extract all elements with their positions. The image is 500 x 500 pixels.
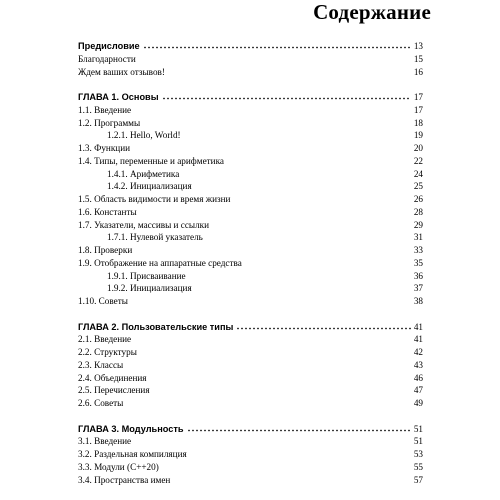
toc-page-number: 25: [413, 181, 423, 192]
toc-page-number: 55: [413, 461, 423, 472]
toc-entry-title: 1.6. Константы: [78, 206, 137, 217]
toc-page-number: 26: [413, 194, 423, 204]
toc-subsection-entry[interactable]: [78, 168, 423, 181]
toc-section-entry[interactable]: [78, 117, 423, 130]
toc-page-number: 19: [413, 130, 423, 141]
toc-page-number: 51: [413, 436, 423, 447]
toc-entry-title: Предисловие: [78, 41, 140, 51]
toc-entry-title: 1.2. Программы: [78, 117, 141, 128]
toc-section-entry[interactable]: [78, 384, 423, 397]
toc-entry-title: 1.9.2. Инициализация: [107, 283, 192, 294]
toc-entry-title: Благодарности: [78, 53, 136, 64]
toc-page-number: 38: [413, 296, 423, 306]
toc-page-number: 17: [413, 104, 423, 115]
toc-entry-title: ГЛАВА 2. Пользовательские типы: [78, 321, 234, 332]
toc-section-entry[interactable]: [78, 346, 423, 359]
toc-page-number: 36: [413, 270, 423, 281]
toc-page-number: 41: [413, 321, 423, 332]
toc-page-number: 22: [413, 155, 423, 166]
toc-subsection-entry[interactable]: [78, 129, 423, 142]
toc-section-entry[interactable]: [78, 397, 423, 410]
toc-entry-title: 3.3. Модули (C++20): [78, 461, 159, 472]
dot-leader: [162, 97, 411, 100]
toc-entry-title: ГЛАВА 1. Основы: [78, 92, 159, 102]
toc-page-number: 46: [413, 372, 423, 383]
table-of-contents: [78, 40, 423, 486]
toc-section-entry[interactable]: [78, 104, 423, 117]
toc-chapter-entry[interactable]: [78, 321, 423, 334]
toc-page-number: 17: [413, 92, 423, 102]
toc-section-gap: [78, 410, 423, 423]
toc-entry-title: 1.7.1. Нулевой указатель: [107, 232, 203, 243]
toc-page-number: 41: [413, 334, 423, 345]
toc-entry-title: 1.4.2. Инициализация: [107, 181, 192, 192]
toc-section-entry[interactable]: [78, 435, 423, 448]
page-title: Содержание: [313, 0, 431, 24]
toc-page-number: 35: [413, 257, 423, 268]
toc-section-entry[interactable]: [78, 142, 423, 155]
dot-leader: [187, 429, 411, 432]
toc-section-gap: [78, 308, 423, 321]
toc-section-entry[interactable]: [78, 206, 423, 219]
toc-entry-title: 3.4. Пространства имен: [78, 474, 171, 485]
toc-entry-title: 2.5. Перечисления: [78, 385, 150, 396]
toc-section-entry[interactable]: [78, 333, 423, 346]
toc-entry-title: 1.7. Указатели, массивы и ссылки: [78, 219, 210, 230]
toc-section-gap: [78, 78, 423, 91]
toc-page-number: 13: [413, 41, 423, 51]
toc-section-entry[interactable]: [78, 53, 423, 66]
toc-page-number: 15: [413, 53, 423, 64]
toc-entry-title: 2.2. Структуры: [78, 347, 137, 357]
toc-entry-title: 1.4.1. Арифметика: [107, 168, 180, 179]
toc-entry-title: 1.9.1. Присваивание: [107, 270, 186, 281]
toc-entry-title: 1.2.1. Hello, World!: [107, 130, 181, 141]
toc-page-number: 28: [413, 206, 423, 217]
toc-entry-title: Ждем ваших отзывов!: [78, 66, 165, 77]
toc-section-entry[interactable]: [78, 257, 423, 270]
toc-entry-title: ГЛАВА 3. Модульность: [78, 423, 184, 434]
toc-entry-title: 1.9. Отображение на аппаратные средства: [78, 257, 242, 268]
toc-page-number: 24: [413, 168, 423, 179]
toc-section-entry[interactable]: [78, 372, 423, 385]
toc-section-entry[interactable]: [78, 219, 423, 232]
toc-section-entry[interactable]: [78, 359, 423, 372]
toc-section-entry[interactable]: [78, 295, 423, 308]
toc-section-entry[interactable]: [78, 193, 423, 206]
toc-entry-title: 3.2. Раздельная компиляция: [78, 449, 187, 459]
toc-chapter-entry[interactable]: [78, 423, 423, 436]
toc-page-number: 18: [413, 117, 423, 128]
toc-section-entry[interactable]: [78, 448, 423, 461]
toc-section-entry[interactable]: [78, 66, 423, 79]
toc-entry-title: 1.1. Введение: [78, 104, 132, 115]
toc-entry-title: 1.10. Советы: [78, 296, 128, 306]
toc-page-number: 20: [413, 143, 423, 153]
toc-subsection-entry[interactable]: [78, 180, 423, 193]
toc-page-number: 43: [413, 359, 423, 370]
toc-page-number: 49: [413, 398, 423, 408]
toc-page-number: 42: [413, 347, 423, 357]
toc-subsection-entry[interactable]: [78, 231, 423, 244]
toc-entry-title: 2.6. Советы: [78, 398, 124, 408]
toc-page-number: 51: [413, 423, 423, 434]
toc-page-number: 53: [413, 449, 423, 459]
toc-section-entry[interactable]: [78, 155, 423, 168]
toc-subsection-entry[interactable]: [78, 282, 423, 295]
toc-entry-title: 2.4. Объединения: [78, 372, 147, 383]
toc-section-entry[interactable]: [78, 244, 423, 257]
toc-page-number: 57: [413, 474, 423, 485]
toc-entry-title: 1.4. Типы, переменные и арифметика: [78, 155, 224, 166]
toc-entry-title: 1.3. Функции: [78, 143, 131, 153]
toc-subsection-entry[interactable]: [78, 270, 423, 283]
toc-entry-title: 3.1. Введение: [78, 436, 132, 447]
toc-section-entry[interactable]: [78, 461, 423, 474]
toc-chapter-entry[interactable]: [78, 91, 423, 104]
toc-entry-title: 2.1. Введение: [78, 334, 132, 345]
toc-page-number: 47: [413, 385, 423, 396]
toc-entry-title: 1.8. Проверки: [78, 245, 133, 255]
toc-page-number: 31: [413, 232, 423, 243]
toc-page-number: 33: [413, 245, 423, 255]
toc-page-number: 29: [413, 219, 423, 230]
toc-chapter-entry[interactable]: [78, 40, 423, 53]
toc-page-number: 37: [413, 283, 423, 294]
dot-leader: [143, 46, 411, 49]
dot-leader: [236, 327, 410, 330]
toc-page-number: 16: [413, 66, 423, 77]
toc-entry-title: 1.5. Область видимости и время жизни: [78, 194, 231, 204]
toc-entry-title: 2.3. Классы: [78, 359, 124, 370]
toc-section-entry[interactable]: [78, 474, 423, 487]
